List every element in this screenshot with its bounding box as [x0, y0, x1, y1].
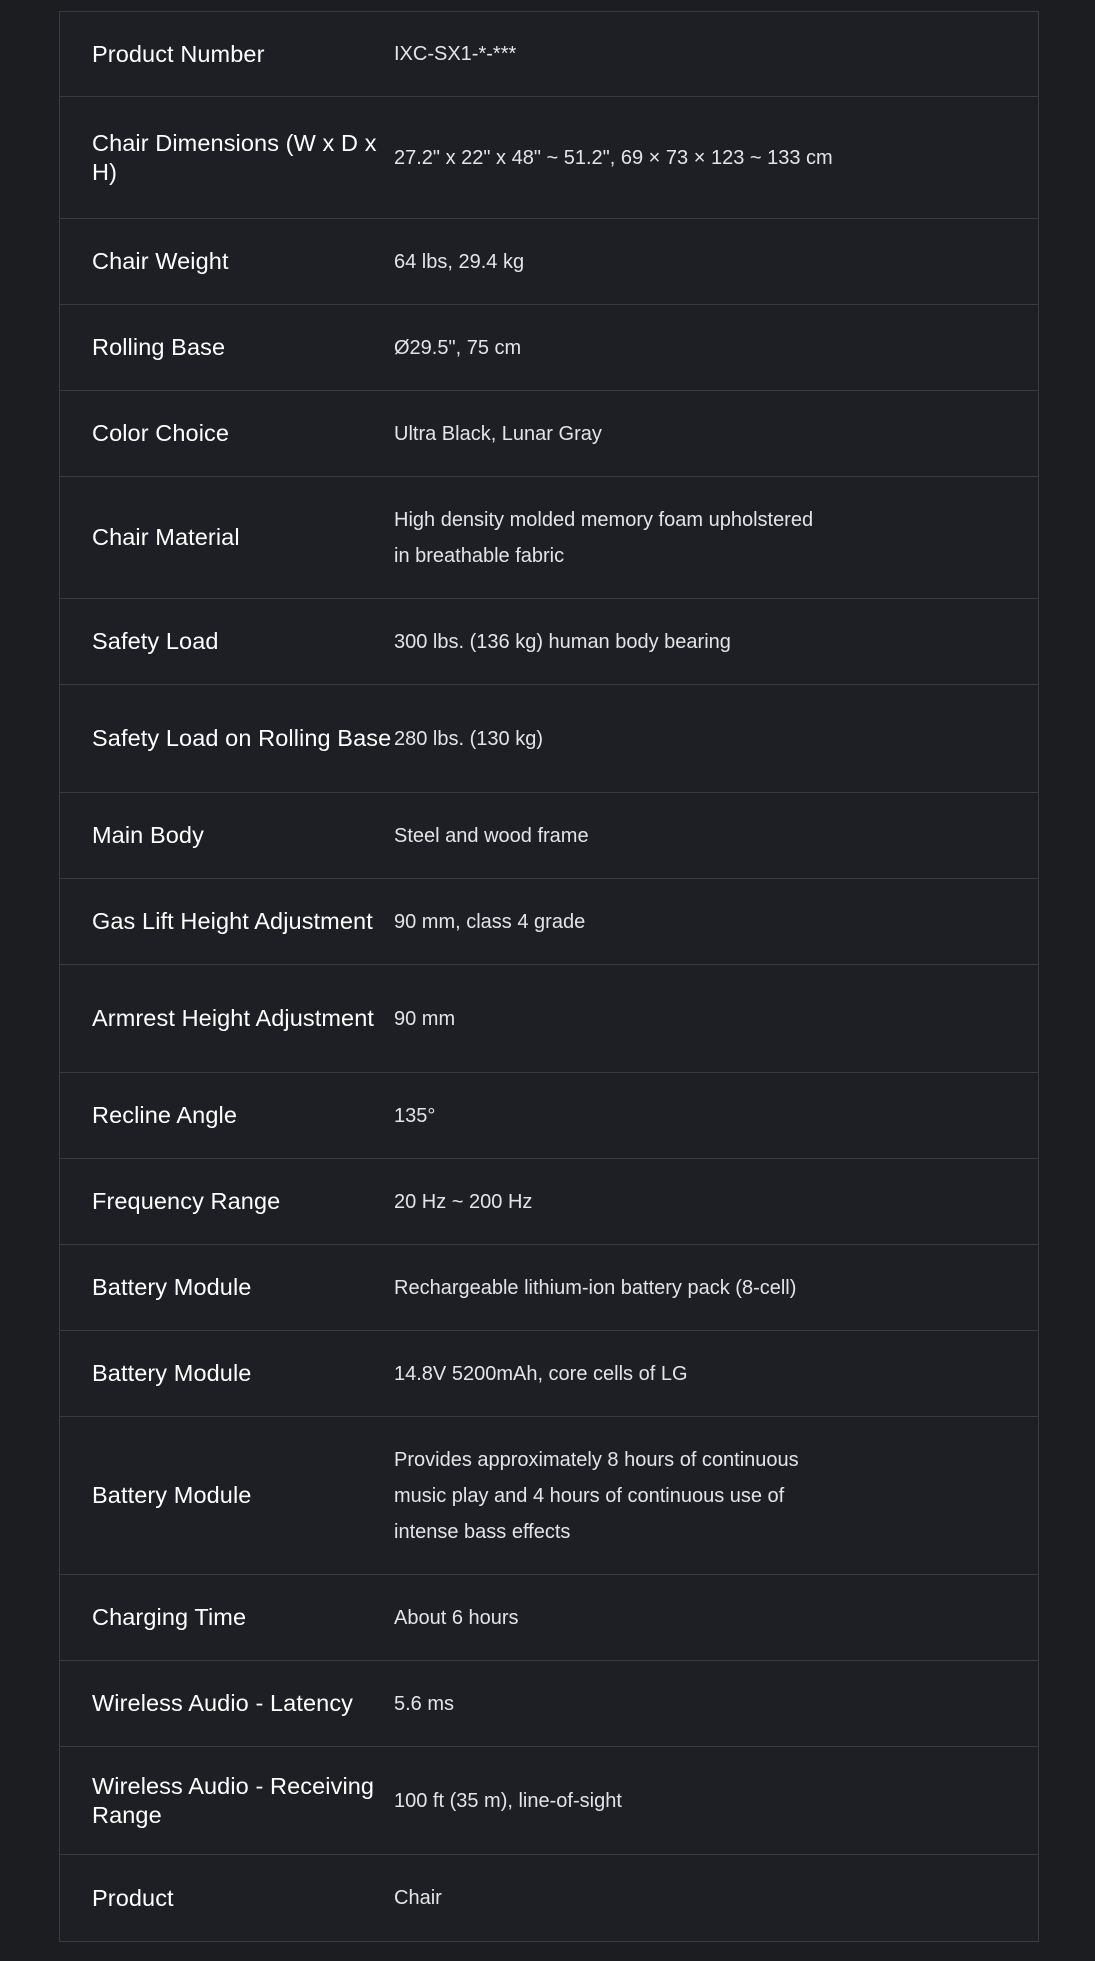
spec-label: Wireless Audio - Receiving Range — [92, 1772, 375, 1828]
spec-value: 90 mm, class 4 grade — [394, 910, 586, 933]
spec-row-battery-module — [60, 1245, 1038, 1331]
spec-value: Ø29.5", 75 cm — [394, 336, 522, 359]
spec-value: 100 ft (35 m), line-of-sight — [394, 1789, 622, 1812]
spec-value: Rechargeable lithium-ion battery pack (8-cell) — [394, 1276, 797, 1299]
spec-value: 90 mm — [394, 1007, 456, 1030]
spec-row-armrest-height — [60, 965, 1038, 1073]
spec-row-charging-time — [60, 1575, 1038, 1661]
spec-value: 135° — [394, 1104, 436, 1127]
spec-row-chair-dimensions — [60, 97, 1038, 219]
spec-table — [59, 11, 1039, 1942]
spec-label: Battery Module — [92, 1360, 252, 1386]
spec-row-rolling-base — [60, 305, 1038, 391]
spec-label: Frequency Range — [92, 1188, 281, 1214]
spec-label: Battery Module — [92, 1274, 252, 1300]
spec-value: 300 lbs. (136 kg) human body bearing — [394, 630, 731, 653]
spec-label: Armrest Height Adjustment — [92, 1005, 374, 1031]
spec-row-battery-module — [60, 1417, 1038, 1575]
spec-value: Chair — [394, 1887, 442, 1909]
spec-value: High density molded memory foam upholstered in breathable fabric — [394, 508, 814, 567]
spec-value: Steel and wood frame — [394, 824, 589, 847]
spec-row-safety-load-rolling-base — [60, 685, 1038, 793]
spec-value: Provides approximately 8 hours of continuous music play and 4 hours of continuous use of intense bass effects — [394, 1448, 799, 1543]
spec-label: Safety Load on Rolling Base — [92, 725, 392, 751]
spec-value: 14.8V 5200mAh, core cells of LG — [394, 1362, 688, 1385]
spec-row-battery-module — [60, 1331, 1038, 1417]
spec-label: Battery Module — [92, 1482, 252, 1508]
spec-label: Color Choice — [92, 420, 230, 446]
spec-label: Rolling Base — [92, 334, 226, 360]
spec-row-safety-load — [60, 599, 1038, 685]
spec-value: About 6 hours — [394, 1606, 519, 1629]
spec-row-gas-lift — [60, 879, 1038, 965]
spec-row-chair-weight — [60, 219, 1038, 305]
spec-row-wireless-range — [60, 1747, 1038, 1855]
spec-label: Product — [92, 1884, 174, 1911]
spec-row-color-choice — [60, 391, 1038, 477]
spec-label: Chair Dimensions (W x D x H) — [92, 129, 377, 185]
spec-label: Product Number — [92, 40, 265, 67]
spec-value: 280 lbs. (130 kg) — [394, 727, 543, 750]
spec-row-wireless-latency — [60, 1661, 1038, 1747]
spec-label: Gas Lift Height Adjustment — [92, 908, 373, 934]
spec-label: Recline Angle — [92, 1102, 238, 1128]
spec-label: Charging Time — [92, 1604, 247, 1630]
spec-row-product-number — [60, 12, 1038, 97]
spec-label: Chair Material — [92, 524, 240, 550]
spec-value: 64 lbs, 29.4 kg — [394, 250, 525, 273]
spec-label: Safety Load — [92, 628, 219, 654]
spec-value: 5.6 ms — [394, 1692, 455, 1715]
spec-row-recline-angle — [60, 1073, 1038, 1159]
spec-label: Main Body — [92, 822, 204, 848]
spec-label: Chair Weight — [92, 248, 229, 274]
spec-row-chair-material — [60, 477, 1038, 599]
spec-value: 20 Hz ~ 200 Hz — [394, 1190, 533, 1213]
spec-row-main-body — [60, 793, 1038, 879]
spec-row-product — [60, 1855, 1038, 1941]
spec-value: Ultra Black, Lunar Gray — [394, 422, 602, 445]
spec-value: IXC-SX1-*-*** — [394, 43, 517, 65]
spec-label: Wireless Audio - Latency — [92, 1690, 354, 1716]
spec-row-frequency-range — [60, 1159, 1038, 1245]
spec-value: 27.2" x 22" x 48" ~ 51.2", 69 × 73 × 123 ~ 133 cm — [394, 146, 833, 169]
